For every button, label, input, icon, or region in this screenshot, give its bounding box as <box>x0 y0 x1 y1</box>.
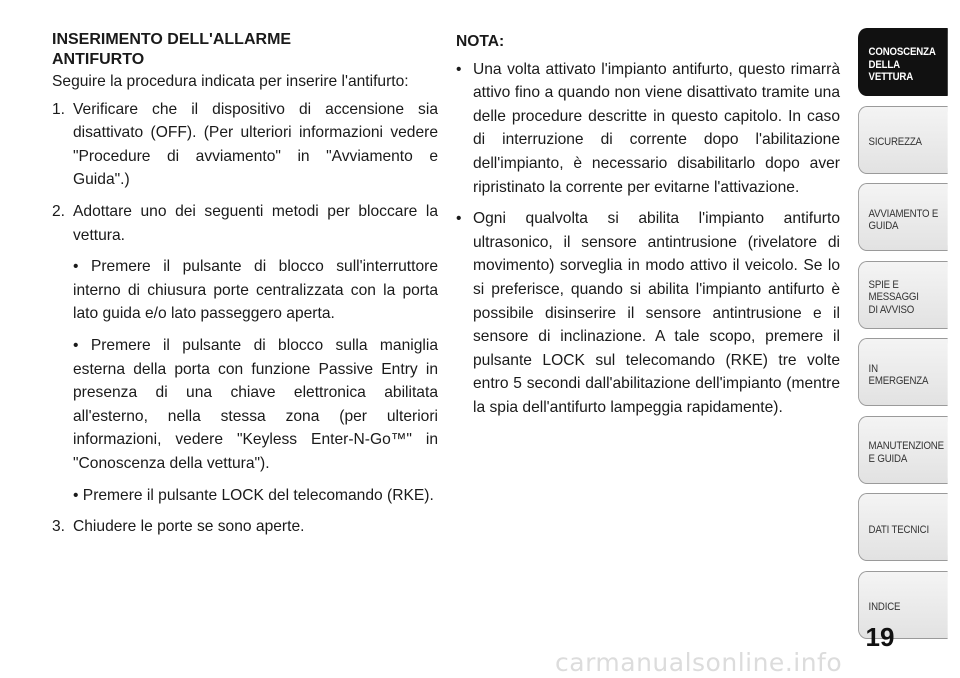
tab-dati-tecnici[interactable]: DATI TECNICI <box>858 493 948 561</box>
step-text: Adottare uno dei seguenti metodi per bloccare la vettura. <box>73 202 438 244</box>
tab-in-emergenza[interactable]: IN EMERGENZA <box>858 338 948 406</box>
step-1 <box>52 98 438 192</box>
section-title-line1: INSERIMENTO DELL'ALLARME <box>52 31 292 48</box>
tab-spie-e-messaggi[interactable]: SPIE E MESSAGGI DI AVVISO <box>858 261 948 329</box>
step-number: 2. <box>52 202 66 220</box>
left-column <box>52 30 438 547</box>
step-2-option-2: • Premere il pulsante di blocco sulla maniglia esterna della porta con funzione Passive Entry in presenza di una chiave elettronica abilitata all'esterno, nella stessa zona (per ulteriori informazioni, vedere "Keyless Enter-N-Go™" in "Conoscenza della vettura"). <box>73 336 438 472</box>
note-bullet-2 <box>456 207 840 419</box>
section-title-line2: ANTIFURTO <box>52 51 145 68</box>
note-bullet-1 <box>456 58 840 200</box>
tab-conoscenza-della-vettura[interactable]: CONOSCENZA DELLA VETTURA <box>858 28 948 96</box>
note-title: NOTA: <box>456 33 505 50</box>
tab-avviamento-e-guida[interactable]: AVVIAMENTO E GUIDA <box>858 183 948 251</box>
note-bullet-text: Ogni qualvolta si abilita l'impianto antifurto ultrasonico, il sensore antintrusione (rivelatore di movimento) sorveglia in modo attivo il veicolo. Se lo si preferisce, quando si abilita l'impianto antifurto è possibile disinserire il sensore antintrusione e il sensore di inclinazione. A tale scopo, premere il pulsante LOCK sul telecomando (RKE) tre volte entro 5 secondi dall'abilitazione dell'impianto (mentre la spia dell'antifurto lampeggia rapidamente). <box>473 210 840 416</box>
tab-indice[interactable]: INDICE <box>858 571 948 639</box>
watermark: carmanualsonline.info <box>555 648 843 677</box>
step-number: 1. <box>52 100 66 118</box>
step-3 <box>52 515 438 539</box>
step-text: Verificare che il dispositivo di accensione sia disattivato (OFF). (Per ulteriori informazioni vedere "Procedure di avviamento" in "Avviamento e Guida".) <box>73 100 438 189</box>
note-bullet-text: Una volta attivato l'impianto antifurto, questo rimarrà attivo fino a quando non viene disattivato tramite una delle procedure descritte in questo capitolo. In caso di interruzione di corrente dopo l'abilitazione dell'impianto, è necessario disabilitarlo dopo aver ripristinato la corrente per evitarne l'attivazione. <box>473 60 840 196</box>
right-column <box>456 30 840 428</box>
chapter-tabs <box>858 28 960 648</box>
page-number: 19 <box>865 622 895 652</box>
bullet-marker: • <box>456 60 462 78</box>
step-2-option-3: • Premere il pulsante LOCK del telecomando (RKE). <box>73 486 434 504</box>
step-2-option-1: • Premere il pulsante di blocco sull'interruttore interno di chiusura porte centralizzata con la porta lato guida e/o lato passeggero aperta. <box>73 258 438 323</box>
step-number: 3. <box>52 518 66 536</box>
step-2 <box>52 200 438 507</box>
bullet-marker: • <box>456 210 462 228</box>
step-text: Chiudere le porte se sono aperte. <box>73 518 305 536</box>
section-title <box>52 30 438 70</box>
tab-sicurezza[interactable]: SICUREZZA <box>858 106 948 174</box>
tab-manutenzione[interactable]: MANUTENZIONE E GUIDA <box>858 416 948 484</box>
intro-text: Seguire la procedura indicata per inserire l'antifurto: <box>52 73 409 90</box>
